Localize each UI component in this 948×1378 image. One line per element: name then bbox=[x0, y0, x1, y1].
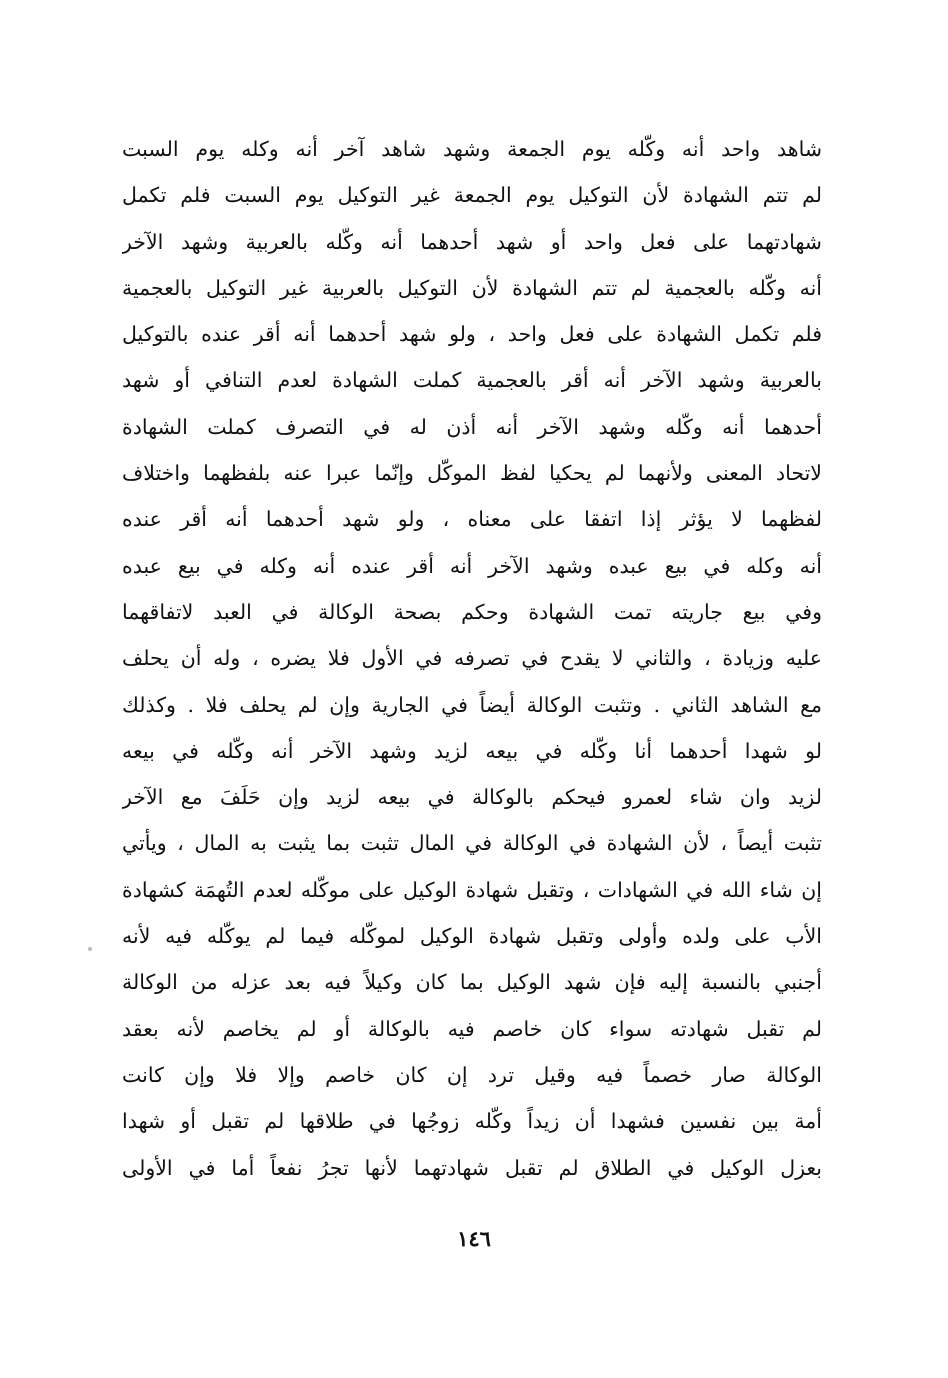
text-line: أنه وكّله بالعجمية لم تتم الشهادة لأن التوكيل بالعربية غير التوكيل بالعجمية bbox=[122, 275, 822, 300]
text-line: بالعربية وشهد الآخر أنه أقر بالعجمية كملت الشهادة لعدم التنافي أو شهد bbox=[122, 368, 822, 393]
body-text bbox=[122, 126, 822, 1191]
text-line: إن شاء الله في الشهادات ، وتقبل شهادة الوكيل على موكّله لعدم التُهمَة كشهادة bbox=[122, 877, 822, 902]
text-line: أجنبي بالنسبة إليه فإن شهد الوكيل بما كان وكيلاً فيه بعد عزله من الوكالة bbox=[122, 970, 822, 995]
page-number: ١٤٦ bbox=[457, 1226, 491, 1251]
text-line: تثبت أيصاً ، لأن الشهادة في الوكالة في المال تثبت بما يثبت به المال ، ويأتي bbox=[122, 831, 822, 856]
margin-speck bbox=[88, 947, 92, 951]
text-line: لاتحاد المعنى ولأنهما لم يحكيا لفظ الموكّل وإنّما عبرا عنه بلفظهما واختلاف bbox=[122, 461, 822, 486]
text-line: أحدهما أنه وكّله وشهد الآخر أنه أذن له في التصرف كملت الشهادة bbox=[122, 414, 822, 439]
text-line: لم تتم الشهادة لأن التوكيل يوم الجمعة غير التوكيل يوم السبت فلم تكمل bbox=[122, 183, 822, 208]
text-line: عليه وزيادة ، والثاني لا يقدح في تصرفه في الأول فلا يضره ، وله أن يحلف bbox=[122, 646, 822, 671]
text-line: أمة بين نفسين فشهدا أن زيداً وكّله زوجُها في طلاقها لم تقبل أو شهدا bbox=[122, 1109, 822, 1134]
text-line: أنه وكله في بيع عبده وشهد الآخر أنه أقر عنده أنه وكله في بيع عبده bbox=[122, 553, 822, 578]
text-line: فلم تكمل الشهادة على فعل واحد ، ولو شهد أحدهما أنه أقر عنده بالتوكيل bbox=[122, 322, 822, 347]
text-line: لو شهدا أحدهما أنا وكّله في بيعه لزيد وشهد الآخر أنه وكّله في بيعه bbox=[122, 738, 822, 763]
text-line: لفظهما لا يؤثر إذا اتفقا على معناه ، ولو شهد أحدهما أنه أقر عنده bbox=[122, 507, 822, 532]
text-line: الوكالة صار خصماً فيه وقيل ترد إن كان خاصم وإلا فلا وإن كانت bbox=[122, 1062, 822, 1087]
text-line: لزيد وان شاء لعمرو فيحكم بالوكالة في بيعه لزيد وإن حَلَفَ مع الآخر bbox=[122, 785, 822, 810]
text-line: مع الشاهد الثاني . وتثبت الوكالة أيضاً في الجارية وإن لم يحلف فلا . وكذلك bbox=[122, 692, 822, 717]
text-line: لم تقبل شهادته سواء كان خاصم فيه بالوكالة أو لم يخاصم لأنه بعقد bbox=[122, 1016, 822, 1041]
text-line: وفي بيع جاريته تمت الشهادة وحكم بصحة الوكالة في العبد لاتفاقهما bbox=[122, 599, 822, 624]
text-line: الأب على ولده وأولى وتقبل شهادة الوكيل لموكّله فيما لم يوكّله فيه لأنه bbox=[122, 924, 822, 949]
text-line: بعزل الوكيل في الطلاق لم تقبل شهادتهما لأنها تجرُ نفعاً أما في الأولى bbox=[122, 1155, 822, 1180]
text-line: شهادتهما على فعل واحد أو شهد أحدهما أنه وكّله بالعربية وشهد الآخر bbox=[122, 229, 822, 254]
text-line: شاهد واحد أنه وكّله يوم الجمعة وشهد شاهد آخر أنه وكله يوم السبت bbox=[122, 137, 822, 161]
